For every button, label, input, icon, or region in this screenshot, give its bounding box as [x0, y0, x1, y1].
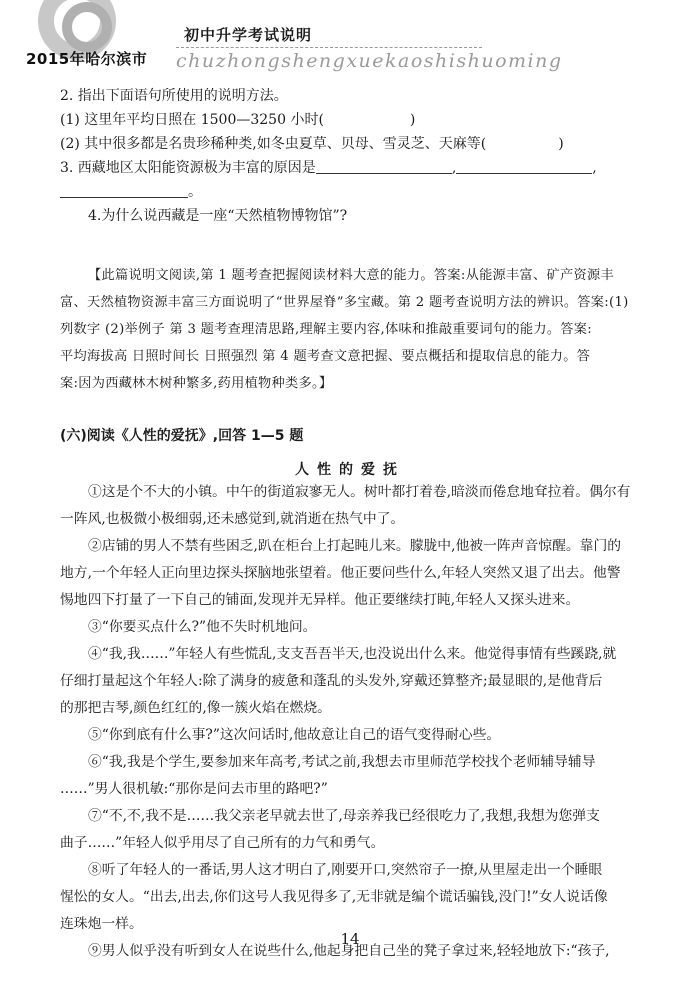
answer-explanation	[60, 262, 640, 397]
question-2-2-text: (2) 其中很多都是名贵珍稀种类,如冬虫夏草、贝母、雪灵芝、天麻等(	[60, 136, 487, 152]
article-body	[60, 479, 640, 965]
paragraph-line: ④“我,我……”年轻人有些慌乱,支支吾吾半天,也没说出什么来。他觉得事情有些蹊跷,就	[88, 646, 617, 662]
question-2: 2. 指出下面语句所使用的说明方法。	[60, 88, 288, 104]
page-content	[60, 84, 640, 965]
paragraph-line: ⑧听了年轻人的一番话,男人这才明白了,刚要开口,突然帘子一撩,从里屋走出一个睡眼	[88, 862, 603, 878]
fill-blank	[456, 157, 592, 174]
paragraph-line: 曲子……”年轻人似乎用尽了自己所有的力气和勇气。	[60, 835, 385, 851]
paragraph-line: ⑨男人似乎没有听到女人在说些什么,他起身把自己坐的凳子拿过来,轻轻地放下:“孩子,	[88, 943, 610, 959]
answer-line: 【此篇说明文阅读,第 1 题考查把握阅读材料大意的能力。答案:从能源丰富、矿产资源丰	[88, 268, 614, 283]
paragraph-line: ②店铺的男人不禁有些困乏,趴在柜台上打起盹儿来。朦胧中,他被一阵声音惊醒。靠门的	[88, 538, 622, 554]
section-title: (六)阅读《人性的爱抚》,回答 1—5 题	[60, 428, 304, 444]
paragraph-line: ……”男人很机敏:“那你是问去市里的路吧?”	[60, 781, 328, 797]
paragraph-line: ③“你要买点什么?”他不失时机地问。	[88, 619, 317, 635]
fill-blank	[316, 157, 452, 174]
answer-line: 列数字 (2)举例子 第 3 题考查理清思路,理解主要内容,体味和推敲重要词句的能力。答案:	[60, 322, 593, 337]
article-title: 人性的爱抚	[295, 462, 405, 478]
paragraph-line: ①这是个不大的小镇。中午的街道寂寥无人。树叶都打着卷,暗淡而倦怠地耷拉着。偶尔有	[88, 484, 631, 500]
answer-line: 案:因为西藏林木树种繁多,药用植物种类多。】	[60, 376, 333, 391]
page-header	[0, 0, 700, 80]
question-4: 4.为什么说西藏是一座“天然植物博物馆”?	[88, 208, 348, 224]
question-2-1-close: )	[409, 112, 416, 128]
fill-blank	[60, 181, 188, 198]
question-2-1-text: (1) 这里年平均日照在 1500—3250 小时(	[60, 112, 324, 128]
question-3-separator: ,	[592, 160, 597, 176]
question-3	[60, 156, 640, 180]
logo-ring-inner-graphic	[62, 2, 112, 52]
question-3-separator: ,	[451, 160, 457, 176]
book-title-pinyin: chuzhongshengxuekaoshishuoming	[176, 50, 563, 72]
paragraph-line: 的那把吉琴,颜色红红的,像一簇火焰在燃烧。	[60, 700, 331, 716]
question-3-text: 3. 西藏地区太阳能资源极为丰富的原因是	[60, 160, 316, 176]
page-number: 14	[340, 930, 360, 948]
paragraph-line: 连珠炮一样。	[60, 916, 143, 932]
question-2-1	[60, 108, 640, 132]
question-2-2	[60, 132, 640, 156]
paragraph-line: 仔细打量起这个年轻人:除了满身的疲惫和蓬乱的头发外,穿戴还算整齐;最显眼的,是他背后	[60, 673, 603, 689]
book-title: 初中升学考试说明	[184, 26, 313, 44]
region-label: 2015年哈尔滨市	[26, 50, 148, 68]
paragraph-line: ⑤“你到底有什么事?”这次问话时,他故意让自己的语气变得耐心些。	[88, 727, 501, 743]
paragraph-line: ⑥“我,我是个学生,要参加来年高考,考试之前,我想去市里师范学校找个老师辅导辅导	[88, 754, 596, 770]
paragraph-line: 惺忪的女人。“出去,出去,你们这号人我见得多了,无非就是编个谎话骗钱,没门!”女人说话像	[60, 889, 608, 905]
paragraph-line: 地方,一个年轻人正向里边探头探脑地张望着。他正要问些什么,年轻人突然又退了出去。他警	[60, 565, 621, 581]
paragraph-line: ⑦“不,不,我不是……我父亲老早就去世了,母亲养我已经很吃力了,我想,我想为您弹支	[88, 808, 600, 824]
question-2-2-close: )	[558, 136, 564, 152]
paragraph-line: 惕地四下打量了一下自己的铺面,发现并无异样。他正要继续打盹,年轻人又探头进来。	[60, 592, 580, 608]
header-divider	[176, 47, 482, 48]
paragraph-line: 一阵风,也极微小极细弱,还未感觉到,就消逝在热气中了。	[60, 511, 405, 527]
answer-line: 平均海拔高 日照时间长 日照强烈 第 4 题考查文意把握、要点概括和提取信息的能力。答	[60, 349, 591, 364]
question-3-end: 。	[188, 184, 202, 200]
answer-line: 富、天然植物资源丰富三方面说明了“世界屋脊”多宝藏。第 2 题考查说明方法的辨识。答案:(1)	[60, 295, 629, 310]
question-3-cont	[60, 180, 640, 204]
